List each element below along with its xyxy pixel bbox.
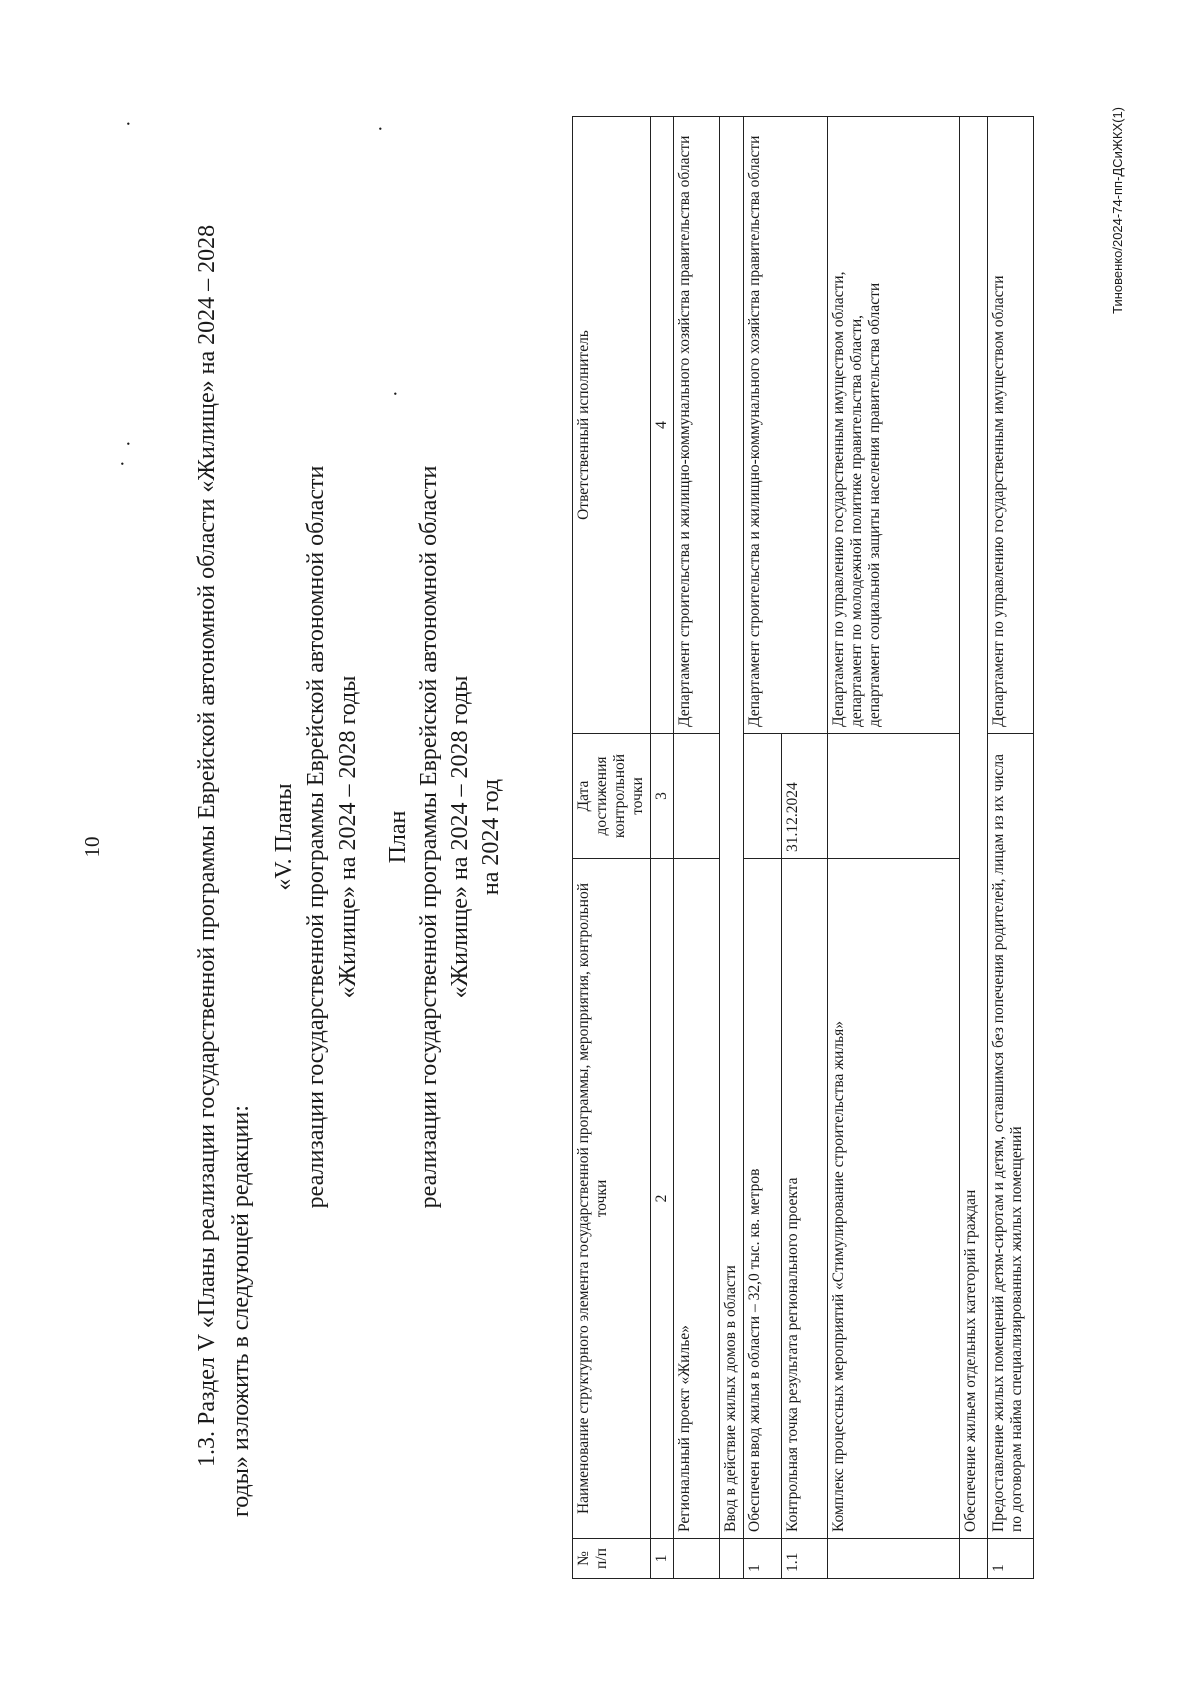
scan-speck: · [370, 125, 392, 132]
row4-num: 1.1 [782, 1539, 828, 1579]
scan-speck: · [118, 440, 140, 447]
row6-name: Обеспечение жильем отдельных категорий граждан [960, 117, 988, 1539]
section-heading [268, 137, 364, 1537]
scan-speck: · [112, 460, 134, 467]
table-row [988, 117, 1034, 1579]
row5-executor-line2: департамент по молодежной политике правительства области, [848, 314, 865, 727]
header-name: Наименование структурного элемента государственной программы, мероприятия, контрольной точки [573, 859, 651, 1539]
table-row [674, 117, 720, 1579]
scan-speck: · [118, 120, 140, 127]
row5-executor-line3: департамент социальной защиты населения правительства области [866, 282, 883, 727]
row5-name: Комплекс процессных мероприятий «Стимулирование строительства жилья» [828, 859, 960, 1539]
table-row [828, 117, 960, 1579]
plan-heading-line4: на 2024 год [478, 778, 504, 896]
row3-executor: Департамент строительства и жилищно-коммунального хозяйства правительства области [744, 117, 828, 734]
page-number: 10 [80, 836, 104, 858]
footer-code: Тиновенко/2024-74-пп-ДСиЖКХ(1) [1110, 107, 1125, 314]
column-number-row [651, 117, 674, 1579]
header-num: № п/п [573, 1539, 651, 1579]
row7-executor: Департамент по управлению государственным имуществом области [988, 117, 1034, 734]
section-heading-line1: «V. Планы [271, 783, 297, 891]
header-date: Дата достижения контрольной точки [573, 734, 651, 859]
row1-num [674, 1539, 720, 1579]
row5-date [828, 734, 960, 859]
section-heading-line2: реализации государственной программы Еврейской автономной области [303, 465, 329, 1209]
table-header-row [573, 117, 651, 1579]
colnum-4: 4 [651, 117, 674, 734]
plan-heading-line2: реализации государственной программы Еврейской автономной области [416, 465, 442, 1209]
row1-date [674, 734, 720, 859]
row7-name: Предоставление жилых помещений детям-сиротам и детям, оставшимся без попечения родителей, лицам из их числа по договорам найма специализированных жилых помещений [988, 734, 1034, 1539]
row4-date: 31.12.2024 [782, 734, 828, 859]
plan-heading-line1: План [385, 810, 411, 864]
row7-num: 1 [988, 1539, 1034, 1579]
header-executor: Ответственный исполнитель [573, 117, 651, 734]
row2-num [720, 1539, 744, 1579]
row2-name: Ввод в действие жилых домов в области [720, 117, 744, 1539]
row3-name: Обеспечен ввод жилья в области – 32,0 тыс. кв. метров [744, 859, 782, 1539]
colnum-3: 3 [651, 734, 674, 859]
colnum-1: 1 [651, 1539, 674, 1579]
table-row [744, 117, 782, 1579]
row1-executor: Департамент строительства и жилищно-коммунального хозяйства правительства области [674, 117, 720, 734]
row5-num [828, 1539, 960, 1579]
colnum-2: 2 [651, 859, 674, 1539]
intro-paragraph: 1.3. Раздел V «Планы реализации государственной программы Еврейской автономной области «Жилище» на 2024 – 2028 годы» изложить в следующей редакции: [194, 224, 254, 1517]
plan-heading-line3: «Жилище» на 2024 – 2028 годы [447, 675, 473, 999]
row3-num: 1 [744, 1539, 782, 1579]
row3-date [744, 734, 782, 859]
plan-table [572, 116, 1034, 1579]
row5-executor [828, 117, 960, 734]
table-row [720, 117, 744, 1579]
section-heading-line3: «Жилище» на 2024 – 2028 годы [335, 675, 361, 999]
row4-name: Контрольная точка результата регионального проекта [782, 859, 828, 1539]
row5-executor-line1: Департамент по управлению государственным имуществом области, [830, 271, 847, 727]
plan-heading [383, 137, 507, 1537]
table-row [960, 117, 988, 1579]
row1-name: Региональный проект «Жилье» [674, 859, 720, 1539]
row6-num [960, 1539, 988, 1579]
scan-speck: · [385, 390, 407, 397]
